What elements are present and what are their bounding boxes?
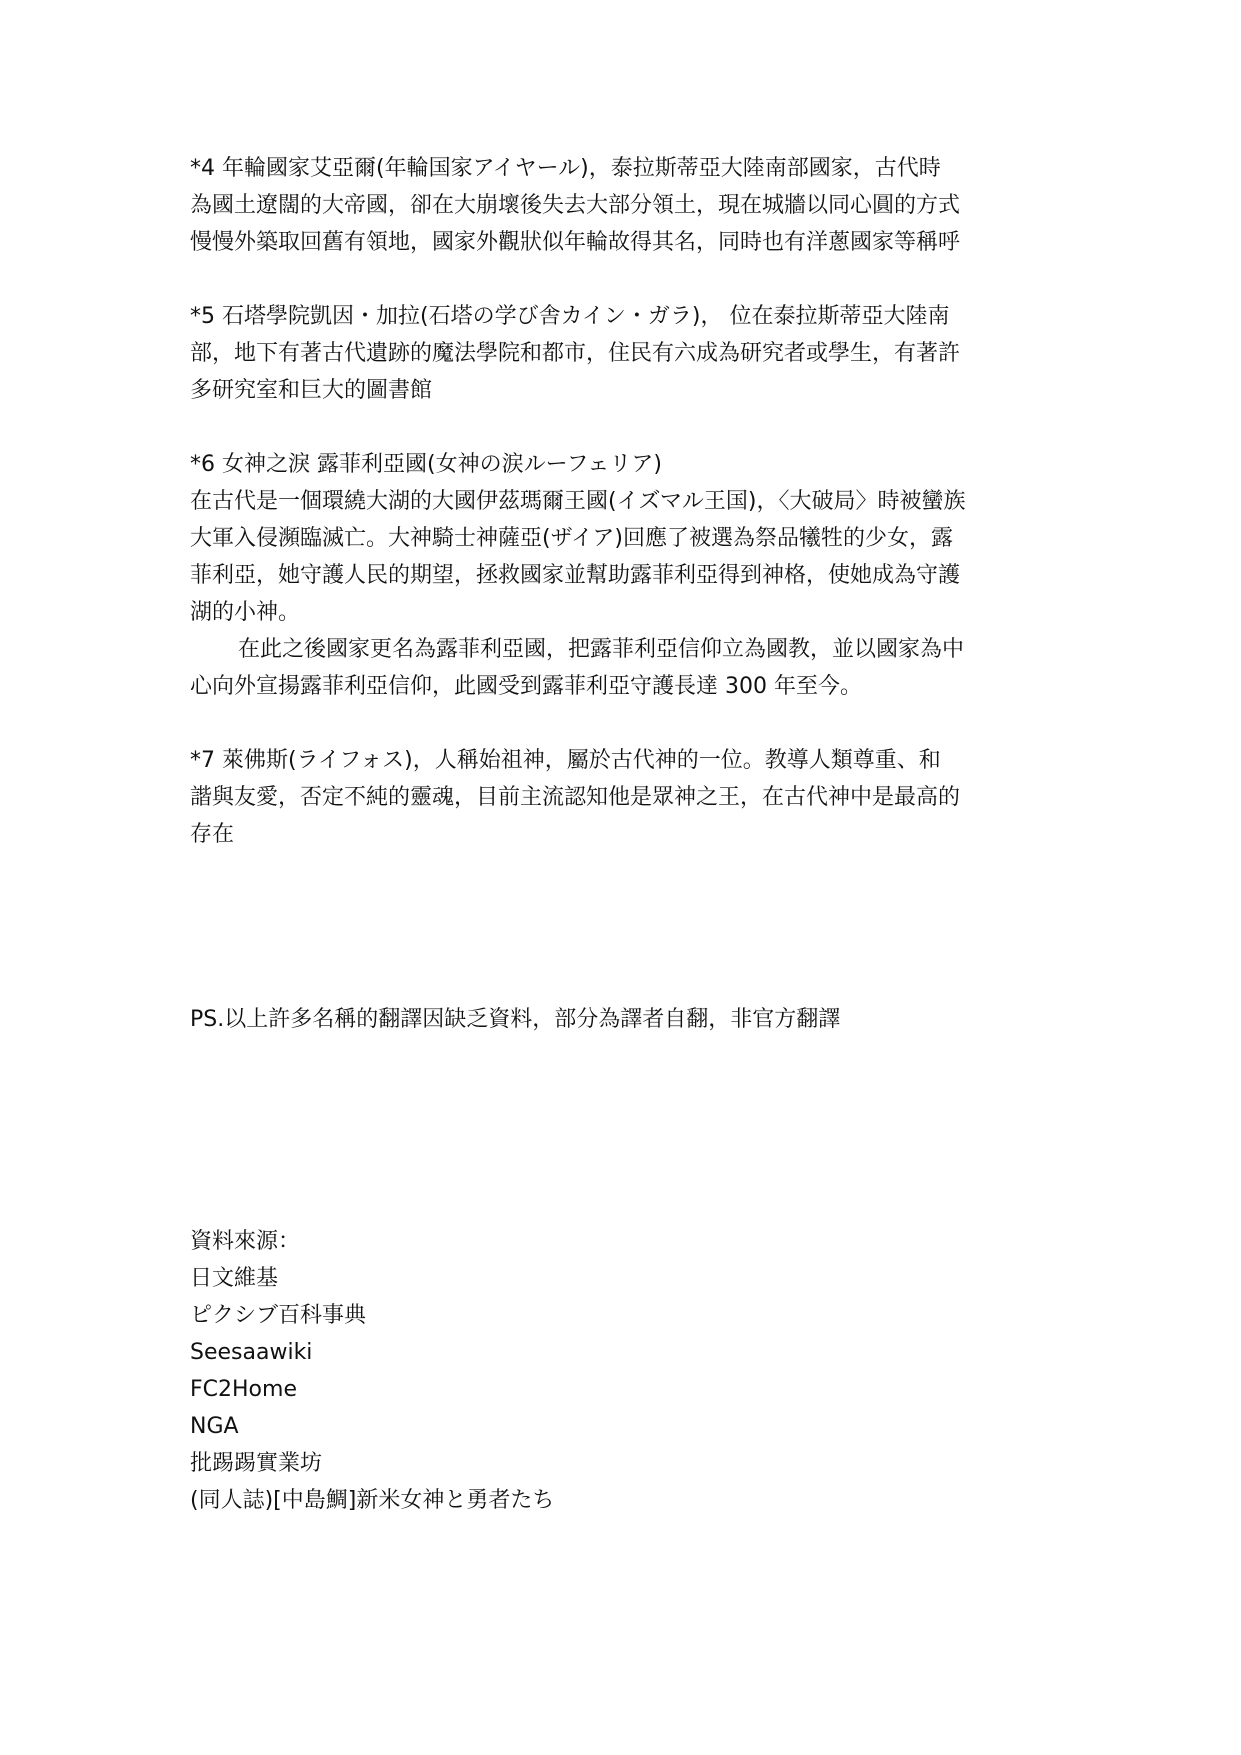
footnote-line: 慢慢外築取回舊有領地，國家外觀狀似年輪故得其名，同時也有洋蔥國家等稱呼 [190, 230, 961, 255]
footnote-4 [190, 150, 1060, 261]
footnote-line: *7 萊佛斯(ライフォス)，人稱始祖神，屬於古代神的一位。教導人類尊重、和 [190, 748, 941, 773]
footnote-indented-line: 在此之後國家更名為露菲利亞國，把露菲利亞信仰立為國教，並以國家為中 [238, 637, 965, 662]
source-item: 批踢踢實業坊 [190, 1451, 323, 1476]
document-body [190, 150, 1060, 1519]
sources-heading: 資料來源： [190, 1229, 301, 1254]
source-item: FC2Home [190, 1377, 297, 1402]
footnote-line: *6 女神之淚 露菲利亞國(女神の涙ルーフェリア) [190, 452, 662, 477]
footnote-7 [190, 742, 1060, 853]
footnote-line: 諧與友愛，否定不純的靈魂，目前主流認知他是眾神之王，在古代神中是最高的 [190, 785, 961, 810]
footnote-line: 心向外宣揚露菲利亞信仰，此國受到露菲利亞守護長達 300 年至今。 [190, 674, 862, 699]
source-item: ピクシブ百科事典 [190, 1303, 367, 1328]
footnote-line: 存在 [190, 822, 235, 847]
source-item: (同人誌)[中島鯛]新米女神と勇者たち [190, 1488, 555, 1513]
source-item: NGA [190, 1414, 239, 1439]
footnote-line: 大軍入侵瀕臨滅亡。大神騎士神薩亞(ザイア)回應了被選為祭品犧牲的少女，露 [190, 526, 953, 551]
sources-section [190, 1223, 1060, 1519]
footnote-line: 在古代是一個環繞大湖的大國伊茲瑪爾王國(イズマル王国)，〈大破局〉時被蠻族 [190, 489, 966, 514]
sources-list [190, 1260, 1060, 1519]
footnote-line: 菲利亞，她守護人民的期望，拯救國家並幫助露菲利亞得到神格，使她成為守護 [190, 563, 961, 588]
footnote-line: 多研究室和巨大的圖書館 [190, 378, 433, 403]
source-item: 日文維基 [190, 1266, 279, 1291]
footnote-line: *4 年輪國家艾亞爾(年輪国家アイヤール)，泰拉斯蒂亞大陸南部國家，古代時 [190, 156, 941, 181]
translator-note: PS.以上許多名稱的翻譯因缺乏資料，部分為譯者自翻，非官方翻譯 [190, 1007, 841, 1032]
footnote-line: 部，地下有著古代遺跡的魔法學院和都市，住民有六成為研究者或學生，有著許 [190, 341, 961, 366]
source-item: Seesaawiki [190, 1340, 313, 1365]
footnote-line: *5 石塔學院凱因・加拉(石塔の学び舎カイン・ガラ)， 位在泰拉斯蒂亞大陸南 [190, 304, 950, 329]
footnote-line: 為國土遼闊的大帝國，卻在大崩壞後失去大部分領土，現在城牆以同心圓的方式 [190, 193, 961, 218]
footnote-6 [190, 446, 1060, 705]
footnote-5 [190, 298, 1060, 409]
footnote-line: 湖的小神。 [190, 600, 301, 625]
